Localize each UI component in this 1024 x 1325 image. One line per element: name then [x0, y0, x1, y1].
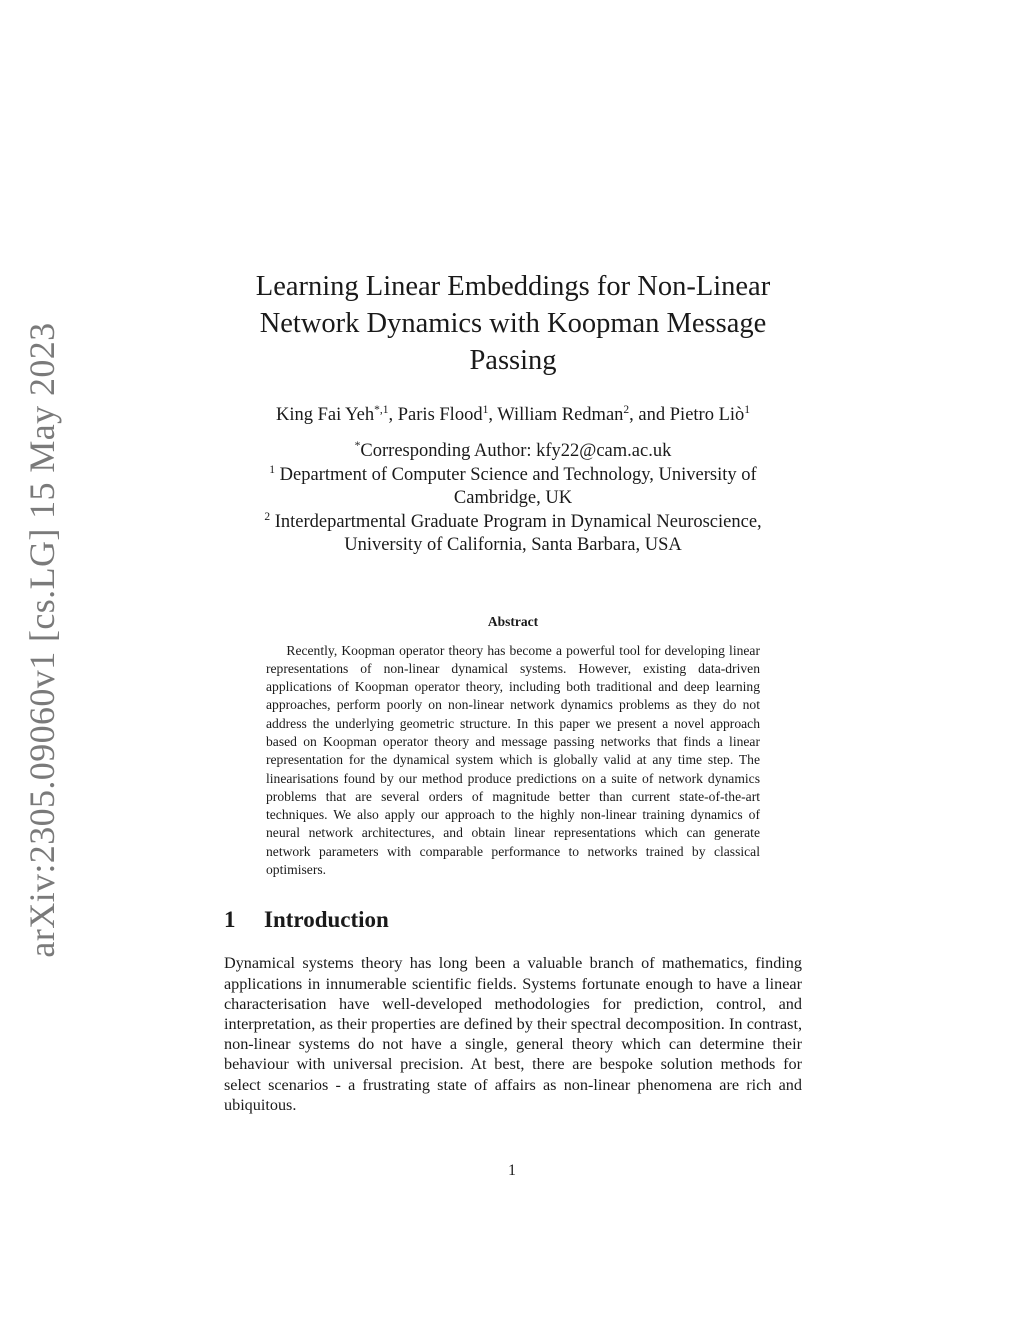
page-number: 1	[508, 1162, 516, 1179]
abstract-heading: Abstract	[487, 613, 539, 629]
author-mark: 1	[744, 404, 751, 416]
arxiv-identifier-stamp: arXiv:2305.09060v1 [cs.LG] 15 May 2023	[22, 322, 62, 958]
section-heading	[224, 907, 802, 933]
author-mark: 1	[482, 404, 489, 416]
author: Paris Flood$^1$,	[397, 404, 498, 425]
author-list	[224, 403, 802, 427]
author-mark: *,1	[374, 404, 389, 416]
affiliation-1: $^1$ Department of Computer Science and Technology, University of Cambridge, UK	[269, 463, 757, 508]
corresponding-author: *Corresponding Author: kfy22@cam.ac.uk	[354, 440, 672, 461]
affiliation-2: $^2$ Interdepartmental Graduate Program in Dynamical Neuroscience, University of California, Santa Barbara, USA	[264, 510, 762, 555]
paper-title: Learning Linear Embeddings for Non-Linear Network Dynamics with Koopman Message Passing	[255, 271, 771, 376]
author: King Fai Yeh$^{*,1}$,	[275, 404, 398, 425]
section-number: 1	[224, 907, 236, 933]
author-mark: 2	[623, 404, 630, 416]
introduction-paragraph: Dynamical systems theory has long been a valuable branch of mathematics, finding applications in innumerable scientific fields. Systems fortunate enough to have a linear characterisation have well-developed methodologies for prediction, control, and interpretation, as their properties are defined by their spectral decomposition. In contrast, non-linear systems do not have a single, general theory which can determine their behaviour with universal precision. At best, there are bespoke solution methods for select scenarios - a frustrating state of affairs as non-linear phenomena are rich and ubiquitous.	[224, 954, 802, 1114]
affiliations	[224, 440, 802, 558]
section-title: Introduction	[264, 907, 389, 933]
author: William Redman$^2$, and	[497, 404, 670, 425]
paper-page	[224, 268, 802, 1115]
author: Pietro Liò$^1$	[669, 404, 751, 425]
abstract-text: Recently, Koopman operator theory has become a powerful tool for developing linear representations of non-linear dynamical systems. However, existing data-driven applications of Koopman operator theory, including both traditional and deep learning approaches, perform poorly on non-linear network dynamics problems as they do not address the underlying geometric structure. In this paper we present a novel approach based on Koopman operator theory and message passing networks that finds a linear representation for the dynamical system which is globally valid at any time step. The linearisations found by our method produce predictions on a suite of network dynamics problems that are several orders of magnitude better than current state-of-the-art techniques. We also apply our approach to the highly non-linear training dynamics of neural network architectures, and obtain linear representations which can generate network parameters with comparable performance to networks trained by classical optimisers.	[266, 642, 760, 878]
